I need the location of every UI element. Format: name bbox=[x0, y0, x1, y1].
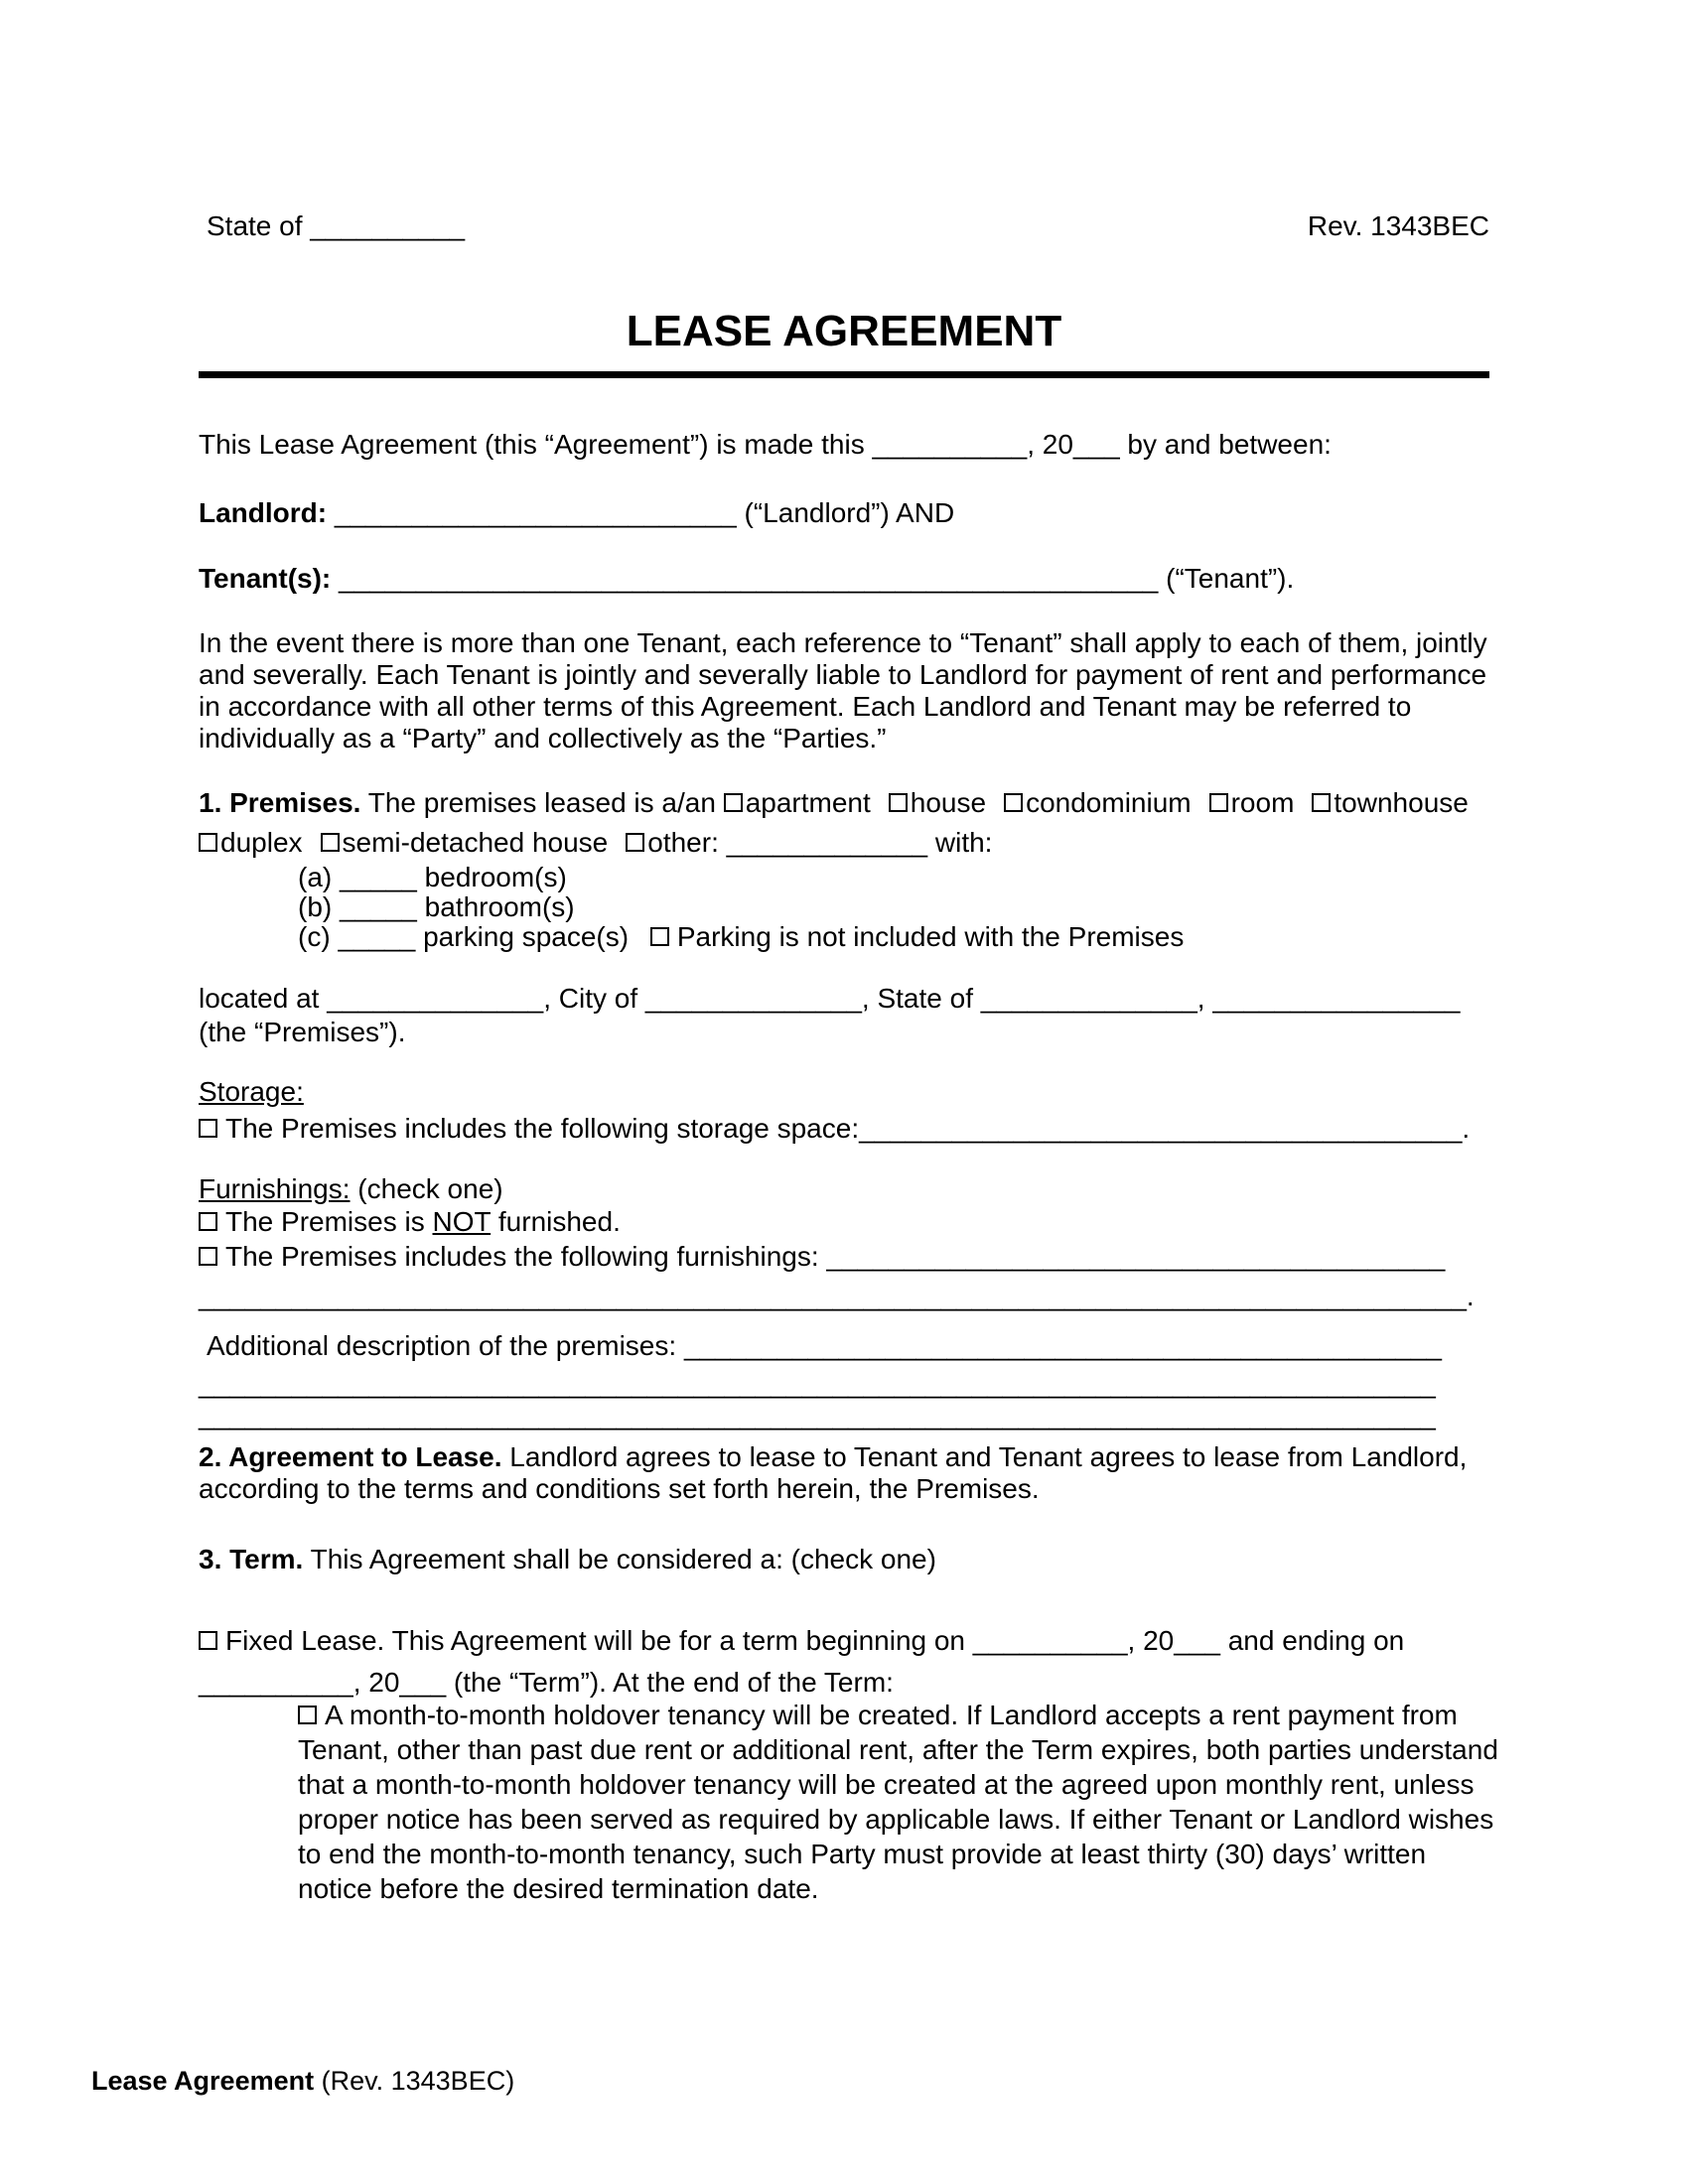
furnished-includes-line-2 bbox=[199, 1277, 1475, 1316]
furnishings-heading: Furnishings: bbox=[199, 1173, 351, 1204]
checkbox-furnishings-included[interactable] bbox=[199, 1247, 217, 1266]
bedrooms-blank: _____ bbox=[340, 862, 417, 892]
additional-blank-line-3 bbox=[199, 1400, 1442, 1432]
additional-description-line bbox=[199, 1324, 1442, 1368]
agreement-text: Landlord agrees to lease to Tenant and Tenant agrees to lease from Landlord, according to the terms and conditions set forth herein, the Premises. bbox=[199, 1441, 1468, 1504]
option-room bbox=[1209, 787, 1295, 818]
holdover-text: A month-to-month holdover tenancy will be created. If Landlord accepts a rent payment from Tenant, other than past due rent or additional rent, after the Term expires, both parties understand that a month-to-month holdover tenancy will be created at the agreed upon monthly rent, unless proper notice has been served as required by applicable laws. If either Tenant or Landlord wishes to end the month-to-month tenancy, such Party must provide at least thirty (30) days’ written notice before the desired termination date. bbox=[298, 1700, 1498, 1904]
bathrooms-prefix: (b) bbox=[298, 891, 333, 922]
option-other-label: other: bbox=[647, 827, 719, 858]
landlord-blank: __________________________ (“Landlord”) AND bbox=[334, 497, 955, 528]
section-term bbox=[199, 1544, 936, 1575]
fixed-lease-text-1: Fixed Lease. This Agreement will be for a term beginning on __________, 20___ and ending on bbox=[225, 1625, 1405, 1656]
checkbox-parking-not-included[interactable] bbox=[650, 927, 669, 946]
checkbox-not-furnished[interactable] bbox=[199, 1212, 217, 1231]
storage-option-line bbox=[199, 1110, 1470, 1147]
revision-code: Rev. 1343BEC bbox=[1307, 210, 1489, 241]
additional-blank-line-2 bbox=[199, 1368, 1442, 1400]
checkbox-duplex[interactable] bbox=[199, 833, 217, 852]
parking-prefix: (c) bbox=[298, 921, 331, 952]
checkbox-townhouse[interactable] bbox=[1312, 793, 1331, 812]
option-semi-detached bbox=[321, 827, 609, 858]
parking-label: parking space(s) bbox=[423, 921, 630, 952]
fixed-lease-text-2: __________, 20___ (the “Term”). At the end of the Term: bbox=[199, 1667, 894, 1698]
storage-heading: Storage: bbox=[199, 1076, 304, 1107]
parking-blank: _____ bbox=[338, 921, 416, 952]
state-of-line: State of __________ bbox=[207, 210, 466, 241]
option-townhouse-label: townhouse bbox=[1334, 787, 1469, 818]
option-duplex bbox=[199, 827, 303, 858]
not-furnished-not: NOT bbox=[432, 1206, 492, 1237]
checkbox-holdover-tenancy[interactable] bbox=[298, 1706, 317, 1724]
option-apartment-label: apartment bbox=[745, 787, 871, 818]
furnishings-heading-line bbox=[199, 1170, 1475, 1207]
checkbox-room[interactable] bbox=[1209, 793, 1228, 812]
furnished-includes-label: The Premises includes the following furnishings: bbox=[225, 1241, 819, 1272]
joint-several-paragraph bbox=[199, 627, 1499, 754]
other-blank: _____________ bbox=[726, 827, 928, 858]
option-condominium bbox=[1004, 787, 1192, 818]
with-label: with: bbox=[934, 827, 993, 858]
footer-title: Lease Agreement bbox=[91, 2066, 315, 2096]
option-room-label: room bbox=[1230, 787, 1295, 818]
title-rule bbox=[199, 371, 1489, 378]
premises-defined-line bbox=[199, 1016, 1461, 1049]
page-header bbox=[199, 210, 1489, 242]
term-heading: 3. Term. bbox=[199, 1544, 304, 1574]
footer-revision: (Rev. 1343BEC) bbox=[314, 2066, 515, 2096]
tenant-line bbox=[199, 563, 1294, 595]
located-at-block bbox=[199, 982, 1461, 1049]
intro-text: This Lease Agreement (this “Agreement”) is made this __________, 20___ by and between: bbox=[199, 429, 1332, 460]
not-furnished-post: furnished. bbox=[497, 1206, 621, 1237]
additional-description-blank: _________________________________________________ bbox=[683, 1330, 1442, 1361]
option-house-label: house bbox=[910, 787, 987, 818]
premises-defined-text: (the “Premises”). bbox=[199, 1017, 406, 1047]
checkbox-semi-detached-house[interactable] bbox=[321, 833, 340, 852]
not-furnished-line bbox=[199, 1207, 1475, 1237]
checkbox-apartment[interactable] bbox=[724, 793, 743, 812]
option-other bbox=[626, 827, 719, 858]
option-townhouse bbox=[1312, 787, 1468, 818]
option-house bbox=[889, 787, 986, 818]
page-footer bbox=[91, 2065, 514, 2097]
landlord-label: Landlord: bbox=[199, 497, 328, 528]
located-at-line bbox=[199, 982, 1461, 1016]
storage-option-text: The Premises includes the following storage space: bbox=[225, 1113, 860, 1144]
bathrooms-label: bathroom(s) bbox=[424, 891, 575, 922]
term-text: This Agreement shall be considered a: (check one) bbox=[310, 1544, 936, 1574]
agreement-heading: 2. Agreement to Lease. bbox=[199, 1441, 502, 1472]
furnished-includes-blank-2: __________________________________________________________________________________. bbox=[199, 1281, 1475, 1311]
premises-counts-list bbox=[298, 863, 1469, 952]
storage-blank: _______________________________________. bbox=[859, 1113, 1471, 1144]
document-title: LEASE AGREEMENT bbox=[626, 307, 1062, 355]
additional-blank-2: ________________________________________________________________________________ bbox=[199, 1368, 1436, 1399]
tenant-label: Tenant(s): bbox=[199, 563, 332, 594]
checkbox-condominium[interactable] bbox=[1004, 793, 1023, 812]
option-semi-detached-label: semi-detached house bbox=[342, 827, 609, 858]
located-at-text: located at ______________, City of ______________, State of ______________, ________________ bbox=[199, 983, 1461, 1014]
bedrooms-prefix: (a) bbox=[298, 862, 333, 892]
fixed-lease-line-1 bbox=[199, 1620, 1404, 1662]
joint-several-text: In the event there is more than one Tenant, each reference to “Tenant” shall apply to each of them, jointly and severally. Each Tenant is jointly and severally liable to Landlord for payment of rent and performance in accordance with all other terms of this Agreement. Each Landlord and Tenant may be referred to individually as a “Party” and collectively as the “Parties.” bbox=[199, 627, 1487, 753]
landlord-line bbox=[199, 497, 954, 529]
parking-note: Parking is not included with the Premises bbox=[676, 921, 1185, 952]
furnishings-block bbox=[199, 1170, 1475, 1316]
fixed-lease-block bbox=[199, 1620, 1404, 1704]
premises-heading: 1. Premises. bbox=[199, 787, 361, 818]
not-furnished-pre: The Premises is bbox=[225, 1206, 425, 1237]
premises-type-line-1 bbox=[199, 783, 1469, 823]
storage-block bbox=[199, 1073, 1470, 1147]
checkbox-fixed-lease[interactable] bbox=[199, 1631, 217, 1650]
bedrooms-line bbox=[298, 863, 1469, 892]
additional-description-label: Additional description of the premises: bbox=[207, 1330, 677, 1361]
checkbox-house[interactable] bbox=[889, 793, 908, 812]
option-apartment bbox=[724, 787, 871, 818]
parking-line bbox=[298, 922, 1469, 952]
storage-heading-line bbox=[199, 1073, 1470, 1110]
section-agreement-to-lease bbox=[199, 1441, 1499, 1505]
bathrooms-line bbox=[298, 892, 1469, 922]
holdover-paragraph bbox=[298, 1698, 1499, 1906]
premises-lead: The premises leased is a/an bbox=[367, 787, 716, 818]
option-condominium-label: condominium bbox=[1026, 787, 1192, 818]
additional-blank-3: ________________________________________________________________________________ bbox=[199, 1400, 1436, 1431]
bathrooms-blank: _____ bbox=[340, 891, 417, 922]
section-premises bbox=[199, 783, 1469, 952]
premises-type-line-2 bbox=[199, 823, 1469, 863]
furnished-includes-blank: ________________________________________ bbox=[826, 1241, 1446, 1272]
intro-line bbox=[199, 429, 1332, 461]
bedrooms-label: bedroom(s) bbox=[424, 862, 567, 892]
option-duplex-label: duplex bbox=[220, 827, 303, 858]
checkbox-other[interactable] bbox=[626, 833, 644, 852]
tenant-blank: _____________________________________________________ (“Tenant”). bbox=[339, 563, 1295, 594]
furnishings-instruction: (check one) bbox=[357, 1173, 503, 1204]
checkbox-storage-space[interactable] bbox=[199, 1119, 217, 1138]
furnished-includes-line bbox=[199, 1237, 1475, 1277]
additional-description-block bbox=[199, 1324, 1442, 1432]
